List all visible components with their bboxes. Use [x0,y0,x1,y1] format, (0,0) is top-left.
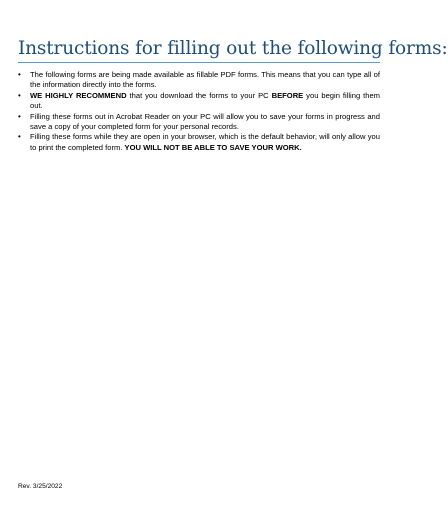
instructions-list [18,70,380,153]
document-title: Instructions for filling out the following forms: [18,38,448,59]
instruction-item-4 [18,132,380,153]
instruction-item-1 [18,70,380,91]
bullet-icon: • [18,70,21,79]
bullet-icon: • [18,111,21,121]
instruction-item-3 [18,112,380,133]
instruction-emphasis: BEFORE [271,90,304,100]
instruction-item-2 [18,91,380,112]
bullet-icon: • [18,90,21,100]
title-underline-rule [18,62,380,63]
instruction-emphasis: YOU WILL NOT BE ABLE TO SAVE YOUR WORK. [124,142,302,152]
instruction-text: The following forms are being made available as fillable PDF forms. This means that you can type all of the information directly into the forms. [30,70,380,90]
instruction-text: Filling these forms out in Acrobat Reader on your PC will allow you to save your forms in progress and save a copy of your completed form for your personal records. [30,111,380,132]
instruction-text: you begin filling them out. [30,90,380,111]
instruction-text: that you download the forms to your PC [126,90,272,100]
bullet-icon: • [18,132,21,142]
instruction-emphasis: WE HIGHLY RECOMMEND [30,90,127,100]
revision-date: Rev. 3/25/2022 [18,483,63,490]
instruction-text: Filling these forms while they are open in your browser, which is the default behavior, will only allow you to print the completed form. [30,132,380,152]
